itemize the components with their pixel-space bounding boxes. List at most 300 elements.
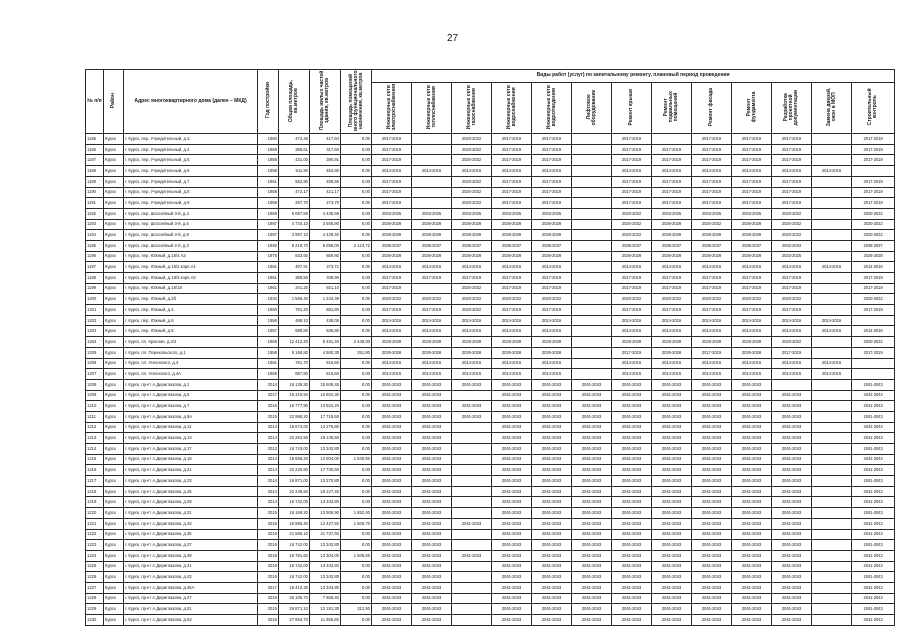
row-work-period: 2041-2043	[572, 422, 612, 433]
row-work-period: 2017-2019	[532, 176, 572, 187]
row-living-area: 11 955,60	[310, 615, 341, 626]
row-total-area: 22 261,50	[279, 433, 310, 444]
row-work-period	[812, 411, 852, 422]
row-living-area: 15 602,30	[310, 390, 341, 401]
row-district: Курск	[104, 134, 124, 145]
col-header-address: Адрес многоквартирного дома (далее – МКД)	[124, 70, 258, 134]
row-other-area: 0,00	[341, 134, 372, 145]
row-address: г. Курск, пер. Учредительный, д.6	[124, 166, 258, 177]
row-work-period: 2026-2028	[532, 251, 572, 262]
row-work-period: 2041-2043	[532, 422, 572, 433]
schedule-body	[86, 134, 895, 626]
row-work-period: 2017-2019	[492, 187, 532, 198]
row-work-period: 2014-2016	[412, 262, 452, 273]
table-row	[86, 187, 895, 198]
row-work-period: 2041-2043	[572, 401, 612, 412]
row-year: 2016	[258, 561, 279, 572]
row-work-period: 2020-2022	[412, 294, 452, 305]
row-work-period	[452, 593, 492, 604]
row-number: 1214	[86, 444, 104, 455]
col-header-work-1: Инженерные сети электроснабжения	[372, 82, 412, 133]
row-work-period: 2041-2043	[772, 550, 812, 561]
row-year: 2016	[258, 529, 279, 540]
row-other-area: 1 852,40	[341, 508, 372, 519]
row-address: г. Курск, пл. Перекальского, д.1	[124, 347, 258, 358]
row-other-area: 251,80	[341, 347, 372, 358]
row-total-area: 16 743,00	[279, 444, 310, 455]
row-work-period: 2017-2019	[732, 134, 772, 145]
row-work-period	[812, 240, 852, 251]
row-living-area: 438,05	[310, 315, 341, 326]
row-work-period	[452, 422, 492, 433]
row-work-period: 2041-2043	[772, 593, 812, 604]
row-work-period: 2017-2019	[372, 283, 412, 294]
row-work-period: 2041-2043	[532, 444, 572, 455]
row-work-period: 2017-2019	[692, 283, 732, 294]
row-work-period: 2017-2019	[852, 155, 895, 166]
row-work-period: 2017-2019	[612, 283, 652, 294]
row-work-period: 2014-2016	[412, 315, 452, 326]
row-work-period: 2026-2028	[612, 337, 652, 348]
row-work-period: 2041-2043	[852, 508, 895, 519]
row-work-period: 2026-2028	[732, 219, 772, 230]
row-work-period: 2017-2019	[852, 305, 895, 316]
row-work-period: 2041-2043	[732, 401, 772, 412]
table-row	[86, 294, 895, 305]
row-work-period: 2017-2019	[492, 176, 532, 187]
row-work-period: 2041-2043	[692, 433, 732, 444]
row-other-area: 0,00	[341, 369, 372, 380]
row-work-period: 2026-2028	[852, 251, 895, 262]
row-number: 1228	[86, 593, 104, 604]
row-address: г. Курск, пр-кт А.Дериглазова, д.11	[124, 422, 258, 433]
row-address: г. Курск, пр-кт А.Дериглазова, д.13	[124, 433, 258, 444]
row-living-area: 13 343,80	[310, 497, 341, 508]
row-work-period: 2041-2043	[372, 433, 412, 444]
row-number: 1223	[86, 540, 104, 551]
row-work-period: 2017-2019	[732, 305, 772, 316]
row-living-area: 13 275,80	[310, 422, 341, 433]
row-work-period: 2041-2043	[452, 411, 492, 422]
row-work-period: 2026-2028	[372, 230, 412, 241]
row-work-period: 2041-2043	[412, 497, 452, 508]
col-header-work-13: Строительный контроль	[852, 82, 895, 133]
row-living-area: 390,91	[310, 155, 341, 166]
row-work-period: 2041-2043	[532, 433, 572, 444]
row-work-period: 2017-2019	[652, 155, 692, 166]
row-work-period: 2041-2043	[412, 540, 452, 551]
row-other-area: 2 448,00	[341, 337, 372, 348]
row-work-period: 2041-2043	[532, 550, 572, 561]
row-work-period: 2023-2025	[652, 208, 692, 219]
row-work-period: 2041-2043	[412, 454, 452, 465]
table-row	[86, 444, 895, 455]
row-number: 1230	[86, 615, 104, 626]
row-work-period: 2041-2043	[652, 550, 692, 561]
row-work-period: 2017-2019	[532, 187, 572, 198]
row-living-area: 317,60	[310, 144, 341, 155]
row-work-period	[452, 433, 492, 444]
row-total-area: 18 139,30	[279, 379, 310, 390]
row-total-area: 431,00	[279, 155, 310, 166]
row-number: 1213	[86, 433, 104, 444]
table-row	[86, 550, 895, 561]
row-work-period: 2017-2019	[852, 176, 895, 187]
row-address: г. Курск, пл. Красная, д.2/4	[124, 337, 258, 348]
row-year: 1987	[258, 219, 279, 230]
row-address: г. Курск, пр-кт А.Дериглазова, д.47	[124, 593, 258, 604]
row-work-period: 2014-2016	[452, 358, 492, 369]
row-work-period	[852, 369, 895, 380]
row-work-period: 2014-2016	[692, 369, 732, 380]
row-district: Курск	[104, 155, 124, 166]
row-work-period: 2041-2043	[732, 508, 772, 519]
row-total-area: 867,60	[279, 369, 310, 380]
row-work-period: 2014-2016	[412, 358, 452, 369]
row-work-period: 2041-2043	[852, 582, 895, 593]
row-work-period: 2041-2043	[372, 390, 412, 401]
row-work-period	[412, 187, 452, 198]
row-work-period: 2041-2043	[612, 550, 652, 561]
row-year: 2014	[258, 433, 279, 444]
row-year: 1987	[258, 230, 279, 241]
row-work-period: 2041-2043	[412, 465, 452, 476]
row-district: Курск	[104, 540, 124, 551]
row-work-period: 2026-2028	[692, 230, 732, 241]
table-row	[86, 230, 895, 241]
row-year: 1958	[258, 166, 279, 177]
row-work-period	[572, 358, 612, 369]
row-work-period: 2014-2016	[372, 262, 412, 273]
row-work-period: 2041-2043	[732, 593, 772, 604]
row-work-period: 2026-2028	[412, 251, 452, 262]
row-total-area: 552,90	[279, 176, 310, 187]
row-work-period	[812, 176, 852, 187]
row-work-period: 2017-2019	[372, 305, 412, 316]
row-work-period: 2014-2016	[612, 262, 652, 273]
row-other-area: 0,00	[341, 401, 372, 412]
row-work-period: 2041-2043	[572, 518, 612, 529]
row-work-period: 2041-2043	[612, 508, 652, 519]
row-work-period: 2041-2043	[492, 379, 532, 390]
row-work-period	[452, 476, 492, 487]
row-work-period: 2041-2043	[572, 529, 612, 540]
row-other-area: 0,00	[341, 572, 372, 583]
row-work-period: 2041-2043	[372, 593, 412, 604]
row-work-period	[572, 315, 612, 326]
row-work-period: 2041-2043	[492, 486, 532, 497]
row-work-period: 2017-2019	[692, 176, 732, 187]
row-total-area: 16 742,00	[279, 561, 310, 572]
row-work-period	[452, 486, 492, 497]
row-address: г. Курск, пл. Успенского, д.4	[124, 358, 258, 369]
row-work-period: 2041-2043	[652, 582, 692, 593]
row-work-period	[452, 508, 492, 519]
row-other-area: 0,00	[341, 582, 372, 593]
row-total-area: 22 249,50	[279, 486, 310, 497]
row-work-period: 2041-2043	[652, 561, 692, 572]
row-work-period: 2041-2043	[772, 454, 812, 465]
row-other-area: 0,00	[341, 465, 372, 476]
row-district: Курск	[104, 390, 124, 401]
table-row	[86, 134, 895, 145]
row-living-area: 417,84	[310, 134, 341, 145]
row-work-period: 2041-2043	[852, 561, 895, 572]
row-other-area: 1 506,70	[341, 518, 372, 529]
row-work-period: 2041-2043	[732, 540, 772, 551]
row-year: 1975	[258, 251, 279, 262]
row-work-period: 2041-2043	[852, 379, 895, 390]
row-district: Курск	[104, 337, 124, 348]
table-row	[86, 166, 895, 177]
row-district: Курск	[104, 251, 124, 262]
row-district: Курск	[104, 369, 124, 380]
row-district: Курск	[104, 379, 124, 390]
row-total-area: 21 595,10	[279, 529, 310, 540]
table-row	[86, 582, 895, 593]
row-work-period: 2014-2016	[412, 166, 452, 177]
row-work-period: 2041-2043	[412, 604, 452, 615]
row-work-period	[452, 454, 492, 465]
row-work-period	[412, 155, 452, 166]
row-work-period: 2041-2043	[572, 497, 612, 508]
row-work-period	[572, 283, 612, 294]
row-work-period: 2017-2019	[652, 187, 692, 198]
row-year: 1958	[258, 347, 279, 358]
row-work-period: 2017-2019	[852, 347, 895, 358]
row-work-period: 2041-2043	[412, 550, 452, 561]
row-work-period: 2041-2043	[412, 593, 452, 604]
row-work-period	[412, 176, 452, 187]
row-work-period: 2041-2043	[492, 433, 532, 444]
row-work-period: 2041-2043	[412, 422, 452, 433]
row-work-period: 2041-2043	[692, 508, 732, 519]
row-district: Курск	[104, 176, 124, 187]
row-district: Курск	[104, 347, 124, 358]
row-total-area: 12 412,20	[279, 337, 310, 348]
row-work-period: 2017-2019	[612, 273, 652, 284]
row-work-period: 2014-2016	[372, 369, 412, 380]
row-work-period	[452, 615, 492, 626]
row-district: Курск	[104, 294, 124, 305]
row-district: Курск	[104, 497, 124, 508]
row-work-period: 2014-2016	[452, 262, 492, 273]
row-work-period: 2014-2016	[732, 166, 772, 177]
row-work-period: 2014-2016	[772, 358, 812, 369]
row-work-period	[452, 604, 492, 615]
row-year: 1961	[258, 283, 279, 294]
row-living-area: 4 580,30	[310, 347, 341, 358]
row-work-period: 2041-2043	[652, 529, 692, 540]
row-work-period	[572, 134, 612, 145]
row-address: г. Курск, пр-кт А.Дериглазова, д.21	[124, 465, 258, 476]
table-row	[86, 144, 895, 155]
row-number: 1202	[86, 315, 104, 326]
row-work-period: 2017-2019	[492, 283, 532, 294]
row-other-area: 0,00	[341, 444, 372, 455]
row-work-period: 2017-2019	[692, 187, 732, 198]
row-work-period	[812, 572, 852, 583]
row-work-period	[452, 572, 492, 583]
row-work-period	[452, 529, 492, 540]
row-work-period: 2020-2022	[852, 208, 895, 219]
row-work-period	[812, 561, 852, 572]
row-year: 1966	[258, 337, 279, 348]
row-work-period: 2017-2019	[372, 187, 412, 198]
row-work-period: 2014-2016	[812, 262, 852, 273]
row-work-period: 2017-2019	[372, 176, 412, 187]
row-work-period: 2041-2043	[612, 593, 652, 604]
row-work-period: 2017-2019	[612, 305, 652, 316]
row-work-period: 2041-2043	[652, 390, 692, 401]
row-work-period	[812, 497, 852, 508]
row-work-period: 2014-2016	[612, 166, 652, 177]
row-work-period: 2041-2043	[732, 572, 772, 583]
row-work-period: 2014-2016	[532, 358, 572, 369]
row-work-period: 2014-2016	[732, 358, 772, 369]
row-total-area: 1 566,40	[279, 294, 310, 305]
row-work-period: 2041-2043	[492, 444, 532, 455]
row-work-period: 2041-2043	[732, 550, 772, 561]
row-district: Курск	[104, 326, 124, 337]
row-work-period: 2041-2043	[772, 561, 812, 572]
row-work-period: 2017-2019	[732, 198, 772, 209]
col-header-work-10: Ремонт фундамента	[732, 82, 772, 133]
row-work-period: 2014-2016	[652, 369, 692, 380]
row-other-area: 0,00	[341, 305, 372, 316]
row-work-period: 2041-2043	[652, 476, 692, 487]
row-address: г. Курск, пер. Южный, д.18/18	[124, 283, 258, 294]
row-work-period: 2041-2043	[732, 497, 772, 508]
row-total-area: 588,80	[279, 326, 310, 337]
row-number: 1218	[86, 486, 104, 497]
row-year: 2014	[258, 379, 279, 390]
row-number: 1222	[86, 529, 104, 540]
table-row	[86, 198, 895, 209]
row-work-period: 2041-2043	[852, 572, 895, 583]
row-address: г. Курск, пер. Учредительный, д.3	[124, 134, 258, 145]
row-district: Курск	[104, 411, 124, 422]
row-work-period: 2041-2043	[492, 454, 532, 465]
row-work-period: 2041-2043	[572, 508, 612, 519]
row-work-period: 2041-2043	[692, 379, 732, 390]
row-number: 1220	[86, 508, 104, 519]
row-year: 1960	[258, 305, 279, 316]
row-other-area: 0,00	[341, 294, 372, 305]
row-year: 2016	[258, 572, 279, 583]
row-work-period: 2026-2028	[692, 251, 732, 262]
row-total-area: 833,60	[279, 251, 310, 262]
row-work-period: 2017-2019	[492, 134, 532, 145]
row-work-period: 2041-2043	[772, 518, 812, 529]
row-work-period: 2035-2037	[612, 240, 652, 251]
table-row	[86, 615, 895, 626]
row-total-area: 5 168,80	[279, 347, 310, 358]
row-work-period	[812, 582, 852, 593]
row-work-period: 2014-2016	[612, 326, 652, 337]
row-number: 1185	[86, 134, 104, 145]
row-work-period: 2041-2043	[372, 476, 412, 487]
row-work-period	[572, 176, 612, 187]
row-work-period: 2041-2043	[572, 433, 612, 444]
row-year: 2017	[258, 390, 279, 401]
row-work-period: 2014-2016	[732, 315, 772, 326]
row-other-area: 1 540,50	[341, 454, 372, 465]
row-work-period: 2041-2043	[852, 476, 895, 487]
row-work-period: 2017-2019	[692, 347, 732, 358]
row-work-period: 2041-2043	[532, 379, 572, 390]
row-work-period: 2041-2043	[732, 518, 772, 529]
row-address: г. Курск, пр-кт А.Дериглазова, д.35	[124, 529, 258, 540]
row-work-period	[572, 251, 612, 262]
row-work-period: 2020-2022	[372, 294, 412, 305]
row-work-period: 2017-2019	[772, 155, 812, 166]
row-living-area: 516,60	[310, 369, 341, 380]
row-work-period: 2041-2043	[692, 572, 732, 583]
row-district: Курск	[104, 315, 124, 326]
row-total-area: 16 742,00	[279, 497, 310, 508]
row-number: 1206	[86, 358, 104, 369]
row-work-period: 2014-2016	[692, 326, 732, 337]
row-address: г. Курск, пр-кт А.Дериглазова, д.17	[124, 444, 258, 455]
row-district: Курск	[104, 582, 124, 593]
table-row	[86, 604, 895, 615]
row-work-period: 2020-2022	[772, 294, 812, 305]
row-work-period: 2041-2043	[532, 411, 572, 422]
table-row	[86, 379, 895, 390]
row-work-period: 2041-2043	[532, 390, 572, 401]
row-work-period	[812, 401, 852, 412]
row-work-period: 2041-2043	[572, 454, 612, 465]
row-living-area: 3 556,90	[310, 219, 341, 230]
row-work-period: 2020-2022	[452, 176, 492, 187]
row-work-period: 2023-2025	[772, 251, 812, 262]
row-work-period: 2017-2019	[732, 283, 772, 294]
row-work-period	[812, 230, 852, 241]
table-row	[86, 508, 895, 519]
row-work-period: 2020-2022	[852, 230, 895, 241]
row-work-period: 2041-2043	[732, 486, 772, 497]
row-work-period	[572, 305, 612, 316]
row-work-period: 2041-2043	[532, 572, 572, 583]
row-work-period: 2041-2043	[652, 411, 692, 422]
row-work-period: 2041-2043	[732, 454, 772, 465]
col-header-work-2: Инженерные сети теплоснабжения	[412, 82, 452, 133]
row-year: 1956	[258, 315, 279, 326]
col-header-no: № п/п	[86, 70, 104, 134]
row-work-period	[452, 582, 492, 593]
row-living-area: 454,80	[310, 166, 341, 177]
row-number: 1221	[86, 518, 104, 529]
capital-repair-schedule-table	[85, 69, 895, 626]
row-other-area: 2 123,72	[341, 240, 372, 251]
row-work-period: 2041-2043	[612, 465, 652, 476]
row-work-period: 2014-2016	[612, 358, 652, 369]
row-total-area: 16 673,00	[279, 422, 310, 433]
row-address: г. Курск, пр-кт А.Дериглазова, д.41	[124, 561, 258, 572]
row-work-period: 2041-2043	[372, 604, 412, 615]
row-total-area: 257,70	[279, 198, 310, 209]
row-work-period: 2023-2025	[452, 208, 492, 219]
row-address: г. Курск, пр-кт А.Дериглазова, д.43	[124, 572, 258, 583]
row-work-period	[812, 155, 852, 166]
row-work-period	[812, 294, 852, 305]
table-row	[86, 240, 895, 251]
row-number: 1187	[86, 155, 104, 166]
table-row	[86, 273, 895, 284]
row-number: 1216	[86, 465, 104, 476]
row-district: Курск	[104, 508, 124, 519]
